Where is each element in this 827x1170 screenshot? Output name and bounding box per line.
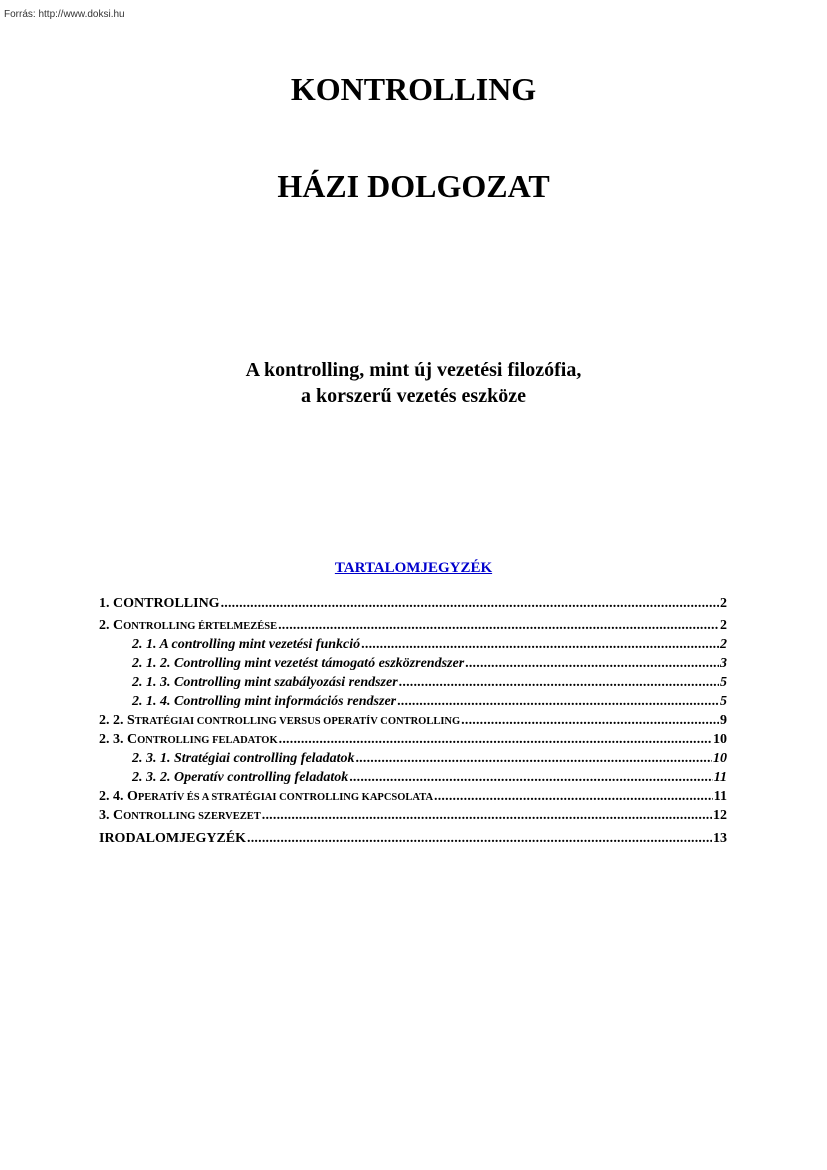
toc-entry-label: 1. CONTROLLING [99, 596, 220, 611]
toc-leader-dots [434, 787, 713, 806]
toc-page-number: 11 [713, 789, 727, 804]
toc-leader-dots [278, 616, 719, 635]
document-topic [0, 357, 827, 409]
toc-page-number: 3 [720, 656, 727, 671]
toc-entry-informacios-rendszer[interactable] [99, 692, 727, 711]
toc-entry-label: 2. 3. 1. Stratégiai controlling feladatok [132, 751, 355, 766]
toc-page-number: 5 [720, 675, 727, 690]
toc-entry-label: 2. 1. A controlling mint vezetési funkció [132, 637, 361, 652]
toc-entry-vezetesi-funkcio[interactable] [99, 635, 727, 654]
source-note: Forrás: http://www.doksi.hu [4, 9, 125, 20]
toc-entry-label: 2. 1. 2. Controlling mint vezetést támogató eszközrendszer [132, 656, 465, 671]
toc-heading-link[interactable]: TARTALOMJEGYZÉK [334, 560, 493, 576]
toc-leader-dots [361, 635, 719, 654]
toc-entry-irodalomjegyzek[interactable] [99, 829, 727, 848]
toc-entry-label: 2. 3. CONTROLLING FELADATOK [99, 732, 278, 747]
toc-leader-dots [349, 768, 713, 787]
topic-line-1: A kontrolling, mint új vezetési filozófia, [245, 359, 582, 381]
toc-leader-dots [262, 806, 712, 825]
toc-leader-dots [221, 594, 719, 613]
toc-entry-label: 2. 2. STRATÉGIAI CONTROLLING VERSUS OPERATÍV CONTROLLING [99, 713, 461, 728]
document-subtitle-type: HÁZI DOLGOZAT [277, 168, 550, 204]
toc-entry-controlling-ertelmezese[interactable] [99, 616, 727, 635]
toc-leader-dots [279, 730, 712, 749]
toc-leader-dots [399, 673, 719, 692]
toc-entry-label: 2. 3. 2. Operatív controlling feladatok [132, 770, 349, 785]
toc-leader-dots [247, 829, 712, 848]
toc-leader-dots [355, 749, 712, 768]
toc-page-number: 2 [720, 596, 727, 611]
toc-page-number: 11 [713, 770, 727, 785]
toc-entry-kapcsolata[interactable] [99, 787, 727, 806]
toc-page-number: 2 [720, 618, 727, 633]
toc-entry-controlling-szervezet[interactable] [99, 806, 727, 825]
toc-entry-label: 3. CONTROLLING SZERVEZET [99, 808, 261, 823]
toc-entry-label: 2. 1. 4. Controlling mint információs rendszer [132, 694, 397, 709]
toc-entry-label: IRODALOMJEGYZÉK [99, 831, 247, 846]
toc-entry-operativ-feladatok[interactable] [99, 768, 727, 787]
toc-entry-strategiai-feladatok[interactable] [99, 749, 727, 768]
toc-page-number: 10 [713, 732, 727, 747]
toc-page-number: 9 [720, 713, 727, 728]
toc-entry-label: 2. 4. OPERATÍV ÉS A STRATÉGIAI CONTROLLING KAPCSOLATA [99, 789, 434, 804]
toc-entry-controlling[interactable] [99, 594, 727, 613]
table-of-contents [99, 594, 727, 848]
topic-line-2: a korszerű vezetés eszköze [301, 385, 526, 407]
toc-entry-label: 2. CONTROLLING ÉRTELMEZÉSE [99, 618, 278, 633]
toc-page-number: 13 [713, 831, 727, 846]
toc-entry-controlling-feladatok[interactable] [99, 730, 727, 749]
toc-entry-strategiai-vs-operativ[interactable] [99, 711, 727, 730]
toc-entry-eszkozrendszer[interactable] [99, 654, 727, 673]
toc-leader-dots [465, 654, 719, 673]
toc-leader-dots [461, 711, 719, 730]
toc-page-number: 10 [713, 751, 727, 766]
toc-page-number: 2 [720, 637, 727, 652]
toc-page-number: 5 [720, 694, 727, 709]
toc-heading [0, 558, 827, 578]
toc-page-number: 12 [713, 808, 727, 823]
toc-leader-dots [397, 692, 719, 711]
document-title: KONTROLLING [290, 71, 537, 107]
toc-entry-label: 2. 1. 3. Controlling mint szabályozási rendszer [132, 675, 398, 690]
toc-entry-szabalyozasi-rendszer[interactable] [99, 673, 727, 692]
